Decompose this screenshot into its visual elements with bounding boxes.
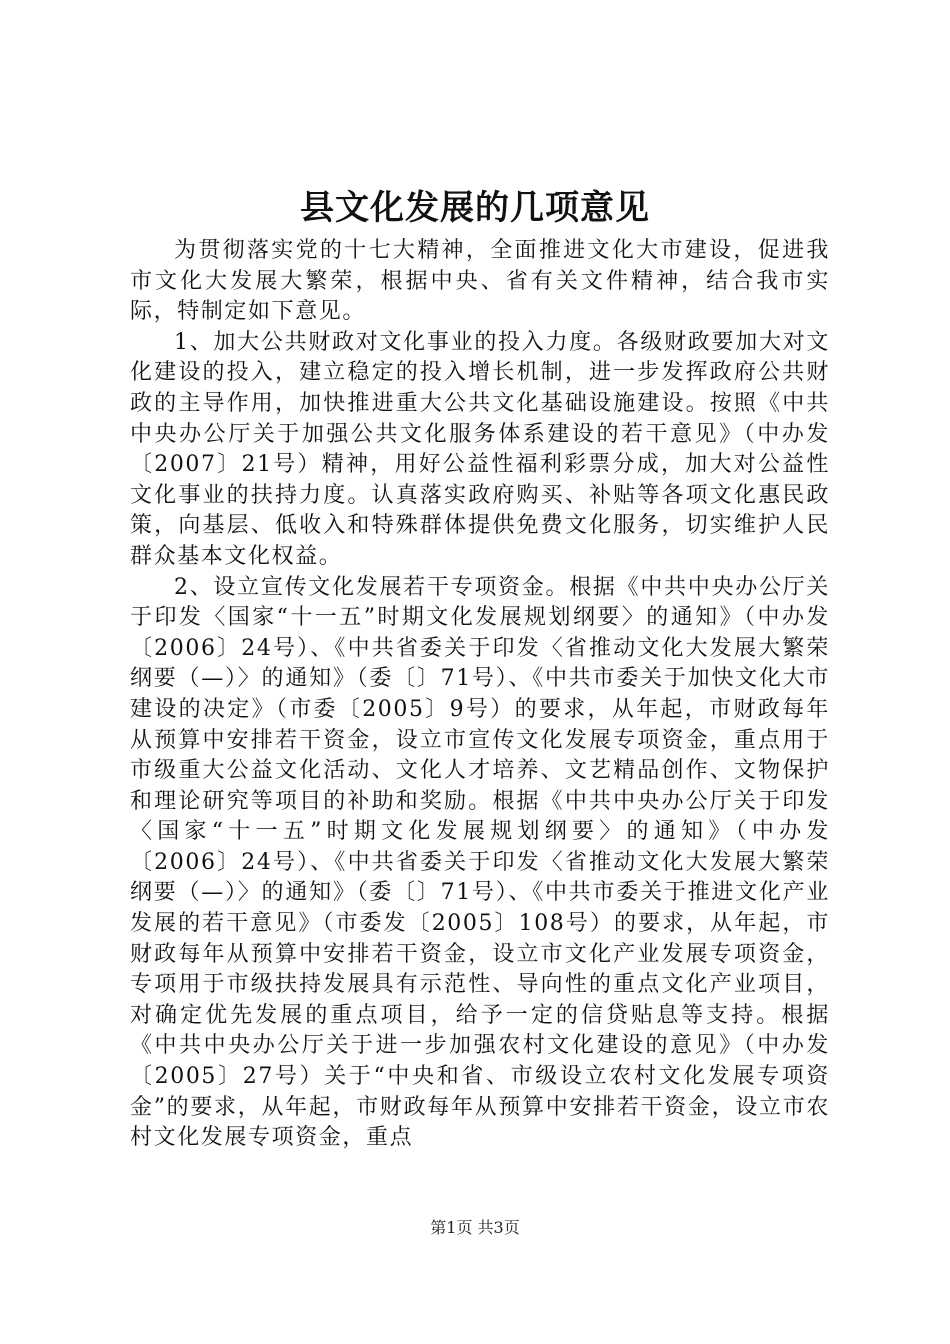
intro-paragraph: 为贯彻落实党的十七大精神，全面推进文化大市建设，促进我市文化大发展大繁荣，根据中央、省有关文件精神，结合我市实际，特制定如下意见。: [130, 238, 830, 325]
section-1-paragraph: 1、加大公共财政对文化事业的投入力度。各级财政要加大对文化建设的投入，建立稳定的投入增长机制，进一步发挥政府公共财政的主导作用，加快推进重大公共文化基础设施建设。按照《中共中央办公厅关于加强公共文化服务体系建设的若干意见》（中办发〔2007〕21号）精神，用好公益性福利彩票分成，加大对公益性文化事业的扶持力度。认真落实政府购买、补贴等各项文化惠民政策，向基层、低收入和特殊群体提供免费文化服务，切实维护人民群众基本文化权益。: [130, 329, 830, 569]
section-2-paragraph: 2、设立宣传文化发展若干专项资金。根据《中共中央办公厅关于印发〈国家“十一五”时期文化发展规划纲要〉的通知》（中办发〔2006〕24号）、《中共省委关于印发〈省推动文化大发展大繁荣纲要（—）〉的通知》（委〔〕71号）、《中共市委关于加快文化大市建设的决定》（市委〔2005〕9号）的要求，从年起，市财政每年从预算中安排若干资金，设立市宣传文化发展专项资金，重点用于市级重大公益文化活动、文化人才培养、文艺精品创作、文物保护和理论研究等项目的补助和奖励。根据《中共中央办公厅关于印发〈国家“十一五”时期文化发展规划纲要〉的通知》（中办发〔2006〕24号）、《中共省委关于印发〈省推动文化大发展大繁荣纲要（—）〉的通知》（委〔〕71号）、《中共市委关于推进文化产业发展的若干意见》（市委发〔2005〕108号）的要求，从年起，市财政每年从预算中安排若干资金，设立市文化产业发展专项资金，专项用于市级扶持发展具有示范性、导向性的重点文化产业项目，对确定优先发展的重点项目，给予一定的信贷贴息等支持。根据《中共中央办公厅关于进一步加强农村文化建设的意见》（中办发〔2005〕27号）关于“中央和省、市级设立农村文化发展专项资金”的要求，从年起，市财政每年从预算中安排若干资金，设立市农村文化发展专项资金，重点: [130, 574, 830, 1151]
page-number-footer: 第1页 共3页: [430, 1218, 520, 1237]
document-title: 县文化发展的几项意见: [300, 188, 650, 228]
document-body: [130, 236, 830, 1154]
